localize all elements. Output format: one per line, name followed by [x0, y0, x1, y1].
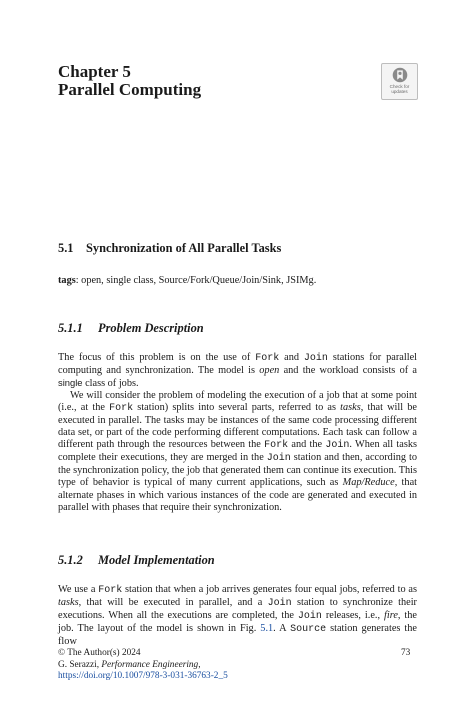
check-for-updates-badge[interactable]: [381, 63, 418, 100]
subsection-heading-2: [58, 553, 215, 568]
figure-link[interactable]: 5.1: [260, 623, 274, 635]
subsection-number: 5.1.1: [58, 321, 83, 335]
copyright: © The Author(s) 2024: [58, 648, 141, 658]
doi-link[interactable]: https://doi.org/10.1007/978-3-031-36763-2_5: [58, 671, 228, 682]
bookmark-icon: [392, 67, 408, 83]
paragraph: We use a Fork station that when a job arrives generates four equal jobs, referred to as tasks, that will be executed in parallel, and a Join station to synchronize their executions. When all the executions are completed, the Join releases, i.e., fire, the job. The layout of the model is shown in Fig. 5.1. A Source station generates the flow: [58, 584, 418, 648]
badge-text: Check for updates: [389, 84, 410, 94]
subsection-heading-1: [58, 321, 204, 336]
section-heading: [58, 241, 281, 256]
page-number: 73: [401, 648, 411, 658]
tags-text: : open, single class, Source/Fork/Queue/Join/Sink, JSIMg.: [75, 275, 317, 286]
footer: [58, 648, 228, 683]
paragraph: The focus of this problem is on the use of Fork and Join stations for parallel computing and synchronization. The model is open and the workload consists of a single class of jobs.: [58, 352, 418, 390]
subsection-title: Model Implementation: [98, 553, 215, 567]
chapter-label: Chapter 5: [58, 62, 131, 81]
chapter-title: Parallel Computing: [58, 80, 202, 99]
section-number: 5.1: [58, 241, 74, 255]
subsection-number: 5.1.2: [58, 553, 83, 567]
paragraph: We will consider the problem of modeling the execution of a job that at some point (i.e., at the Fork station) splits into several parts, referred to as tasks, that will be executed in parallel. The tasks may be instances of the same code processing different data set, or part of the code performing different computations. Each task can follow a different path through the resources between the Fork and the Join. When all tasks complete their executions, they are merged in the Join station and then, according to the synchronization policy, the job that generated them can continue its execution. This type of behavior is typical of many current applications, such as Map/Reduce, that alternate phases in which various instances of the code are generated and executed in parallel with phases that require their synchronization.: [58, 390, 417, 513]
section-title: Synchronization of All Parallel Tasks: [86, 241, 282, 255]
tags-label: tags: [58, 275, 76, 286]
subsection-title: Problem Description: [98, 321, 204, 335]
model-implementation-text: [58, 584, 417, 648]
problem-description-text: [58, 352, 417, 514]
citation: G. Serazzi, Performance Engineering,: [58, 659, 201, 670]
tags-line: [58, 275, 316, 286]
